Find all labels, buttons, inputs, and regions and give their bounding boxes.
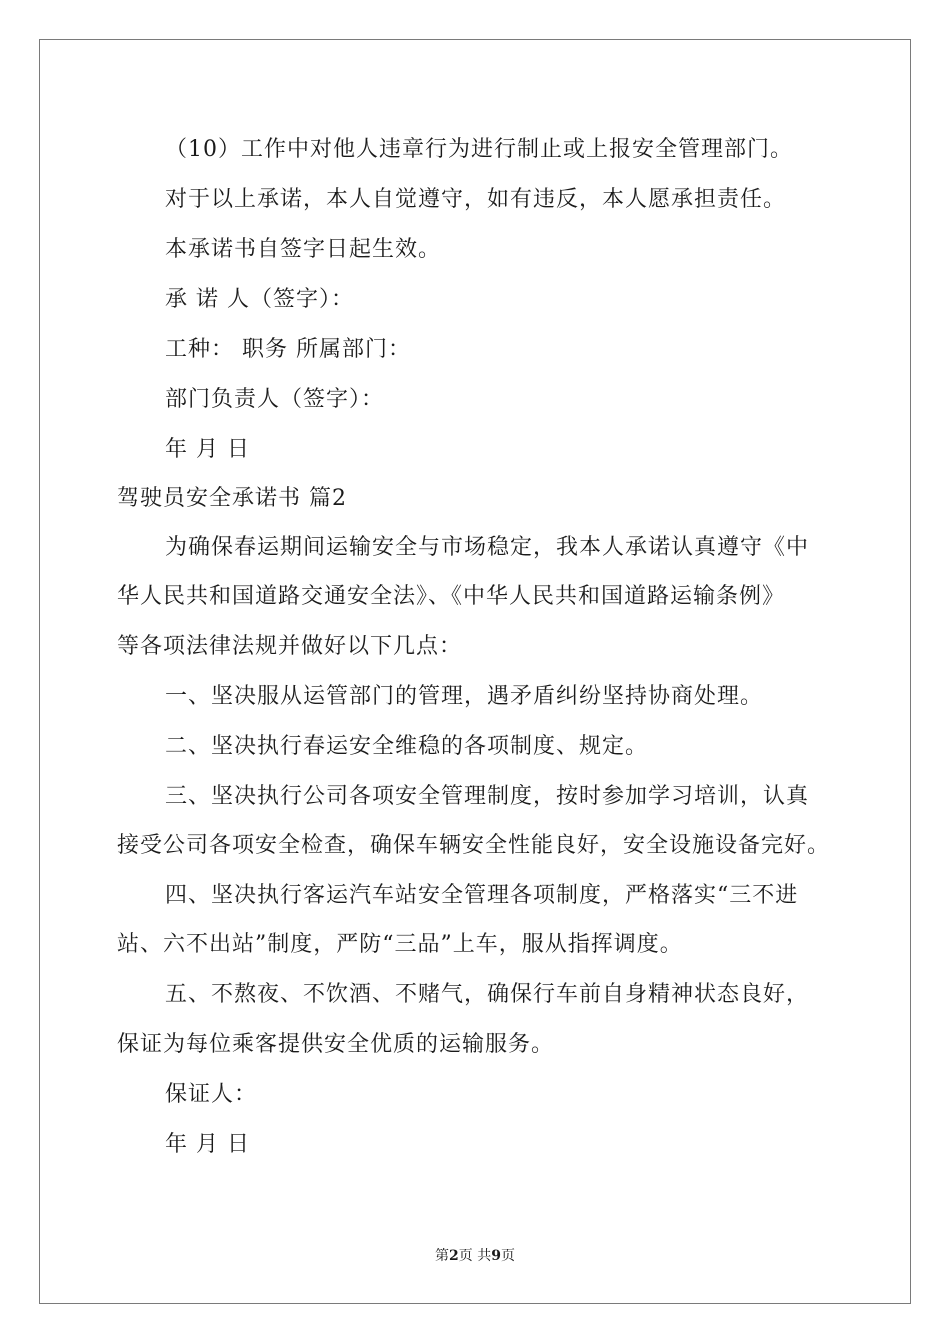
current-page-number: 2: [449, 1248, 459, 1264]
footer-suffix: 页: [500, 1248, 515, 1264]
text-line: 华人民共和国道路交通安全法》、《中华人民共和国道路运输条例》: [117, 584, 786, 609]
total-page-number: 9: [491, 1248, 501, 1264]
text-line: 保证为每位乘客提供安全优质的运输服务。: [117, 1032, 555, 1057]
section-heading: 驾驶员安全承诺书 篇2: [117, 486, 347, 511]
text-line: 二、坚决执行春运安全维稳的各项制度、规定。: [165, 734, 649, 759]
text-line: 本承诺书自签字日起生效。: [165, 237, 442, 262]
signature-line: 部门负责人（签字）：: [165, 387, 385, 412]
text-line: 三、坚决执行公司各项安全管理制度，按时参加学习培训，认真: [165, 784, 810, 809]
text-line: 等各项法律法规并做好以下几点：: [117, 634, 463, 659]
page-footer: [0, 1246, 950, 1266]
text-line: 五、不熬夜、不饮酒、不赌气，确保行车前自身精神状态良好，: [165, 982, 810, 1007]
text-line: （10）工作中对他人违章行为进行制止或上报安全管理部门。: [165, 137, 793, 162]
text-line: 接受公司各项安全检查，确保车辆安全性能良好，安全设施设备完好。: [117, 833, 831, 858]
text-line: 对于以上承诺，本人自觉遵守，如有违反，本人愿承担责任。: [165, 187, 787, 212]
text-line: 为确保春运期间运输安全与市场稳定，我本人承诺认真遵守《中: [165, 535, 810, 560]
footer-prefix: 第: [435, 1248, 450, 1264]
page-frame: [39, 39, 911, 1304]
text-line: 四、坚决执行客运汽车站安全管理各项制度，严格落实“三不进: [165, 883, 799, 908]
signature-line: 保证人：: [165, 1082, 258, 1107]
date-line: 年 月 日: [165, 437, 250, 462]
signature-line: 承 诺 人（签字）：: [165, 287, 354, 312]
text-line: 一、坚决服从运管部门的管理，遇矛盾纠纷坚持协商处理。: [165, 684, 764, 709]
text-line: 站、六不出站”制度，严防“三品”上车，服从指挥调度。: [117, 932, 683, 957]
footer-middle: 页 共: [458, 1248, 492, 1264]
date-line: 年 月 日: [165, 1132, 250, 1157]
job-info-line: 工种： 职务 所属部门：: [165, 337, 411, 362]
